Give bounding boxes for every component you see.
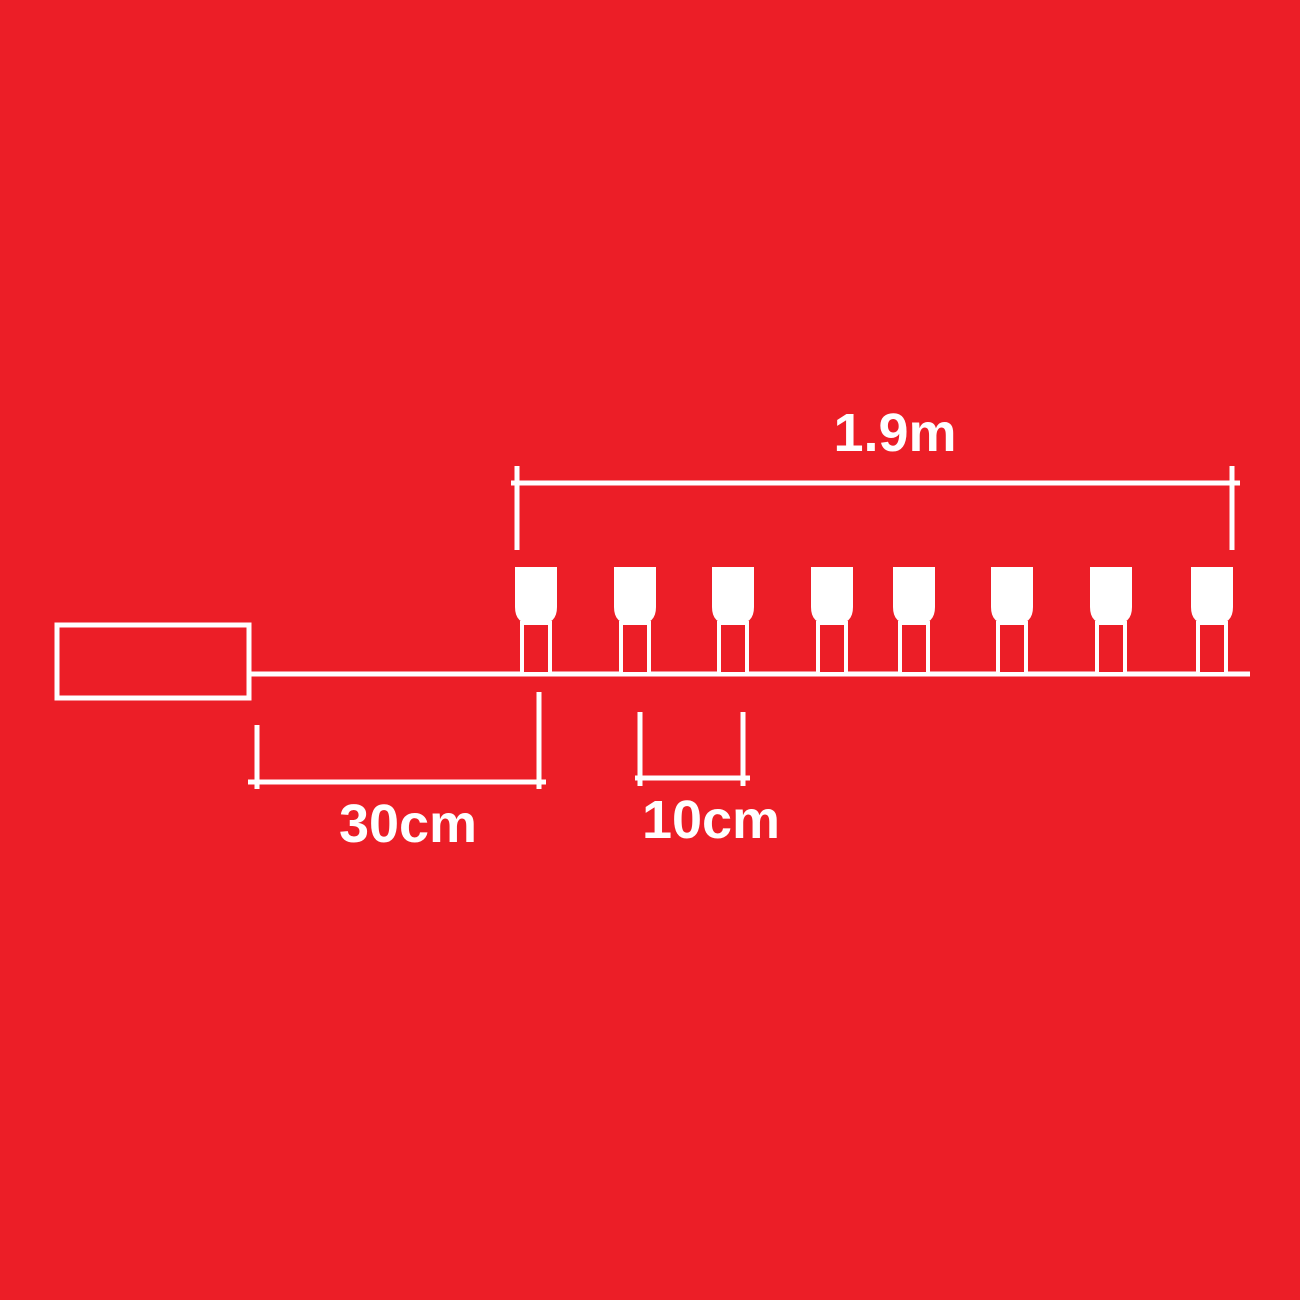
bulb-base xyxy=(1198,623,1226,674)
bulb-body xyxy=(992,568,1032,623)
bulb-base xyxy=(621,623,649,674)
bulb-body xyxy=(1192,568,1232,623)
bulb-base xyxy=(1097,623,1125,674)
bulb xyxy=(1091,568,1131,674)
bulb-body xyxy=(1091,568,1131,623)
bulb-base xyxy=(998,623,1026,674)
bulb-base xyxy=(522,623,550,674)
bulb xyxy=(992,568,1032,674)
string-length-label: 1.9m xyxy=(833,403,957,463)
lead-length-label: 30cm xyxy=(338,794,478,854)
bulb-base xyxy=(719,623,747,674)
bulb-base xyxy=(818,623,846,674)
bulb xyxy=(812,568,852,674)
bulb xyxy=(713,568,753,674)
bulb xyxy=(1192,568,1232,674)
bulb-body xyxy=(615,568,655,623)
bulb-base xyxy=(900,623,928,674)
bulb-body xyxy=(812,568,852,623)
bulb xyxy=(516,568,556,674)
bulb-spacing-label: 10cm xyxy=(641,790,781,850)
bulb-body xyxy=(516,568,556,623)
bulb xyxy=(894,568,934,674)
bulb-body xyxy=(713,568,753,623)
bulb-body xyxy=(894,568,934,623)
bulb xyxy=(615,568,655,674)
